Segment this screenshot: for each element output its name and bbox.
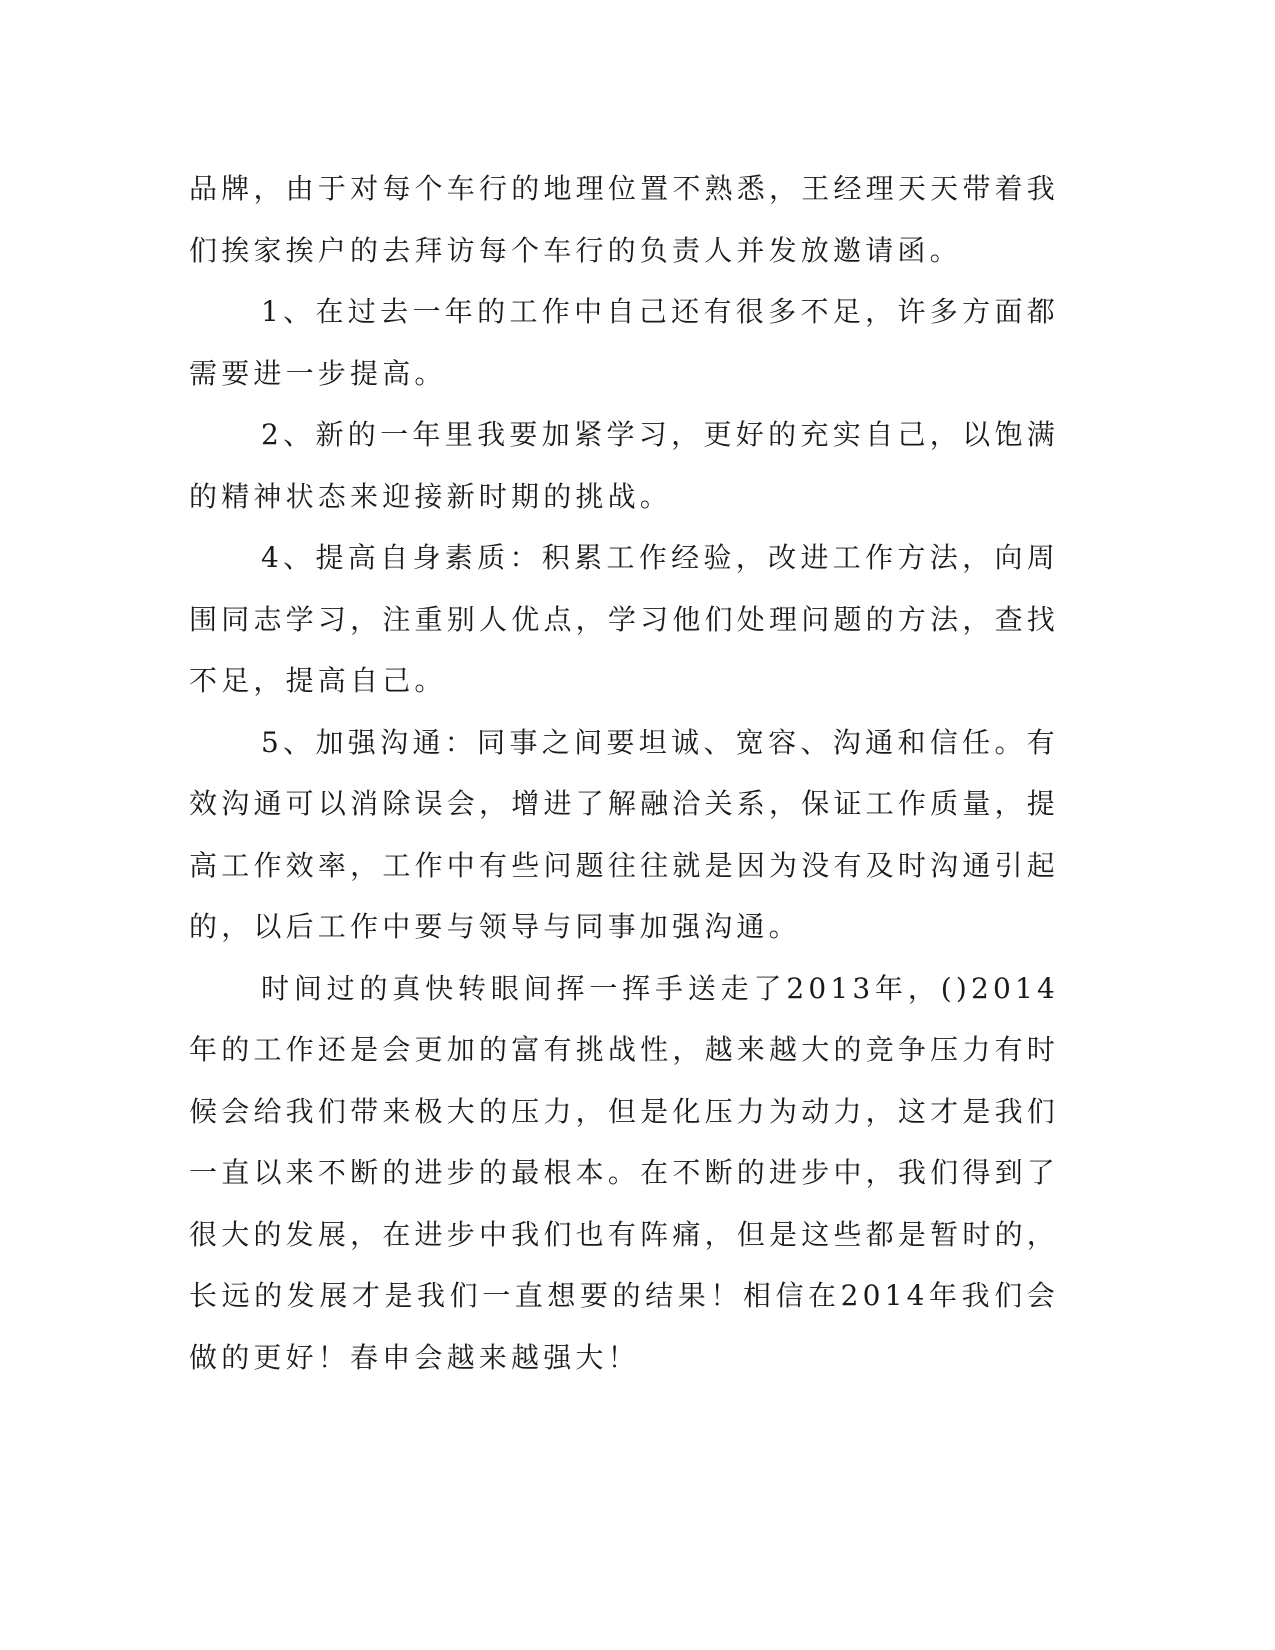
paragraph-item-1: 1、在过去一年的工作中自己还有很多不足，许多方面都需要进一步提高。	[189, 295, 1059, 390]
document-body	[189, 158, 1059, 1388]
paragraph-item-5: 5、加强沟通：同事之间要坦诚、宽容、沟通和信任。有效沟通可以消除误会，增进了解融洽关系，保证工作质量，提高工作效率，工作中有些问题往往就是因为没有及时沟通引起的，以后工作中要与领导与同事加强沟通。	[189, 725, 1059, 943]
paragraph-closing: 时间过的真快转眼间挥一挥手送走了2013年，()2014年的工作还是会更加的富有挑战性，越来越大的竞争压力有时候会给我们带来极大的压力，但是化压力为动力，这才是我们一直以来不断的进步的最根本。在不断的进步中，我们得到了很大的发展，在进步中我们也有阵痛，但是这些都是暂时的，长远的发展才是我们一直想要的结果！相信在2014年我们会做的更好！春申会越来越强大！	[189, 971, 1059, 1374]
paragraph-intro: 品牌，由于对每个车行的地理位置不熟悉，王经理天天带着我们挨家挨户的去拜访每个车行的负责人并发放邀请函。	[189, 172, 1059, 267]
paragraph-item-4: 4、提高自身素质：积累工作经验，改进工作方法，向周围同志学习，注重别人优点，学习他们处理问题的方法，查找不足，提高自己。	[189, 541, 1059, 697]
paragraph-item-2: 2、新的一年里我要加紧学习，更好的充实自己，以饱满的精神状态来迎接新时期的挑战。	[189, 418, 1059, 513]
